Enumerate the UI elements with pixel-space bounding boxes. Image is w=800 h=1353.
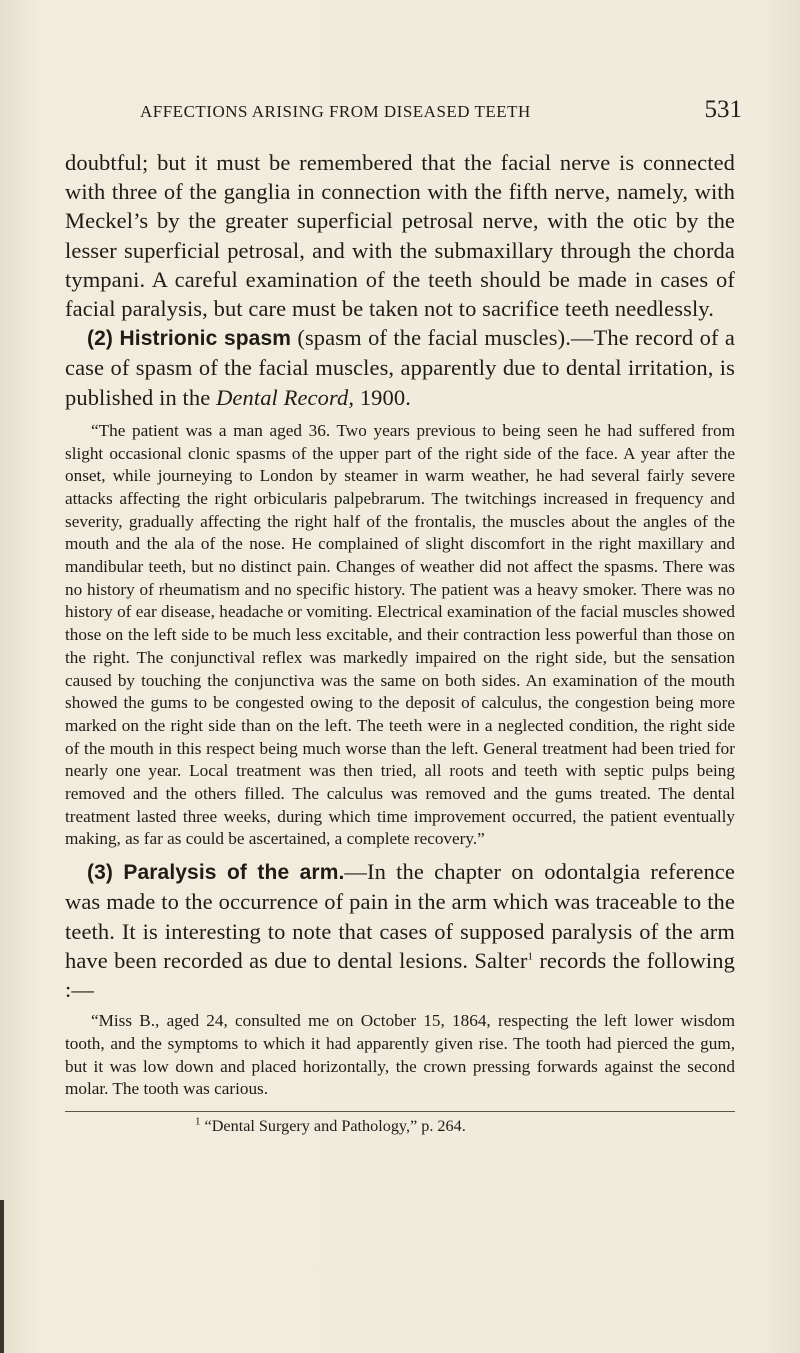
section-text-end: records the following :—: [65, 947, 735, 1002]
section-heading-arm-paralysis: (3) Paralysis of the arm.: [87, 861, 345, 885]
page-number: 531: [704, 96, 742, 123]
section-arm-paralysis: [65, 857, 735, 1004]
section-text: (spasm of the facial muscles).—The record of a case of spasm of the facial muscles, apparently due to dental irritation, is published in the: [65, 325, 735, 410]
page-header: [140, 96, 742, 136]
footnote-reference: 1: [527, 950, 534, 963]
quoted-case-spasm: “The patient was a man aged 36. Two years previous to being seen he had suffered from slight occasional clonic spasms of the upper part of the right side of the face. A year after the onset, while journeying to London by steamer in warm weather, he had several fairly severe attacks affecting the right orbicularis palpebrarum. The twitchings increased in frequency and severity, gradually affecting the right half of the frontalis, the muscles about the angles of the mouth and the ala of the nose. He complained of slight discomfort in the right maxillary and mandibular teeth, but no distinct pain. Changes of weather did not affect the spasms. There was no history of rheumatism and no specific history. The patient was a heavy smoker. There was no history of ear disease, headache or vomiting. Electrical examination of the facial muscles showed those on the left side to be much less excitable, and their contraction less powerful than those on the right. The conjunctival reflex was markedly impaired on the right side, but the sensation caused by touching the conjunctiva was the same on both sides. An examination of the mouth showed the gums to be congested owing to the deposit of calculus, the congestion being more marked on the right side than on the left. The teeth were in a neglected condition, the right side of the mouth in this respect being much worse than the left. General treatment had been tried for nearly one year. Local treatment was then tried, all roots and teeth with septic pulps being removed and the others filled. The calculus was removed and the gums treated. The dental treatment lasted three weeks, during which time improvement occurred, the patient eventually making, as far as could be ascertained, a complete recovery.”: [65, 420, 735, 849]
running-head: AFFECTIONS ARISING FROM DISEASED TEETH: [140, 102, 531, 121]
section-histrionic-spasm: [65, 323, 735, 412]
journal-title: Dental Record,: [216, 384, 355, 410]
section-text-end: 1900.: [354, 384, 411, 410]
section-heading-histrionic-spasm: (2) Histrionic spasm: [87, 327, 291, 351]
page-edge-shadow: [0, 1200, 4, 1353]
footnote: [65, 1116, 735, 1136]
quoted-case-miss-b: “Miss B., aged 24, consulted me on October 15, 1864, respecting the left lower wisdom tooth, and the symptoms to which it had apparently given rise. The tooth had pierced the gum, but it was low down and placed horizontally, the crown pressing forwards against the second molar. The tooth was carious.: [65, 1011, 735, 1099]
footnote-mark: 1: [195, 1115, 201, 1128]
footnote-text: “Dental Surgery and Pathology,” p. 264.: [200, 1117, 466, 1136]
paragraph-facial-nerve: doubtful; but it must be remembered that the facial nerve is connected with three of the ganglia in connection with the fifth nerve, namely, with Meckel’s by the greater superficial petrosal nerve, with the otic by the lesser superficial petrosal, and with the submaxillary through the chorda tympani. A careful examination of the teeth should be made in cases of facial paralysis, but care must be taken not to sacrifice teeth needlessly.: [65, 150, 735, 322]
page-body: [65, 148, 735, 1136]
footnote-divider: [65, 1111, 735, 1112]
section-text: —In the chapter on odontalgia reference was made to the occurrence of pain in the arm which was traceable to the teeth. It is interesting to note that cases of supposed paralysis of the arm have been recorded as due to dental lesions. Salter: [65, 859, 735, 973]
